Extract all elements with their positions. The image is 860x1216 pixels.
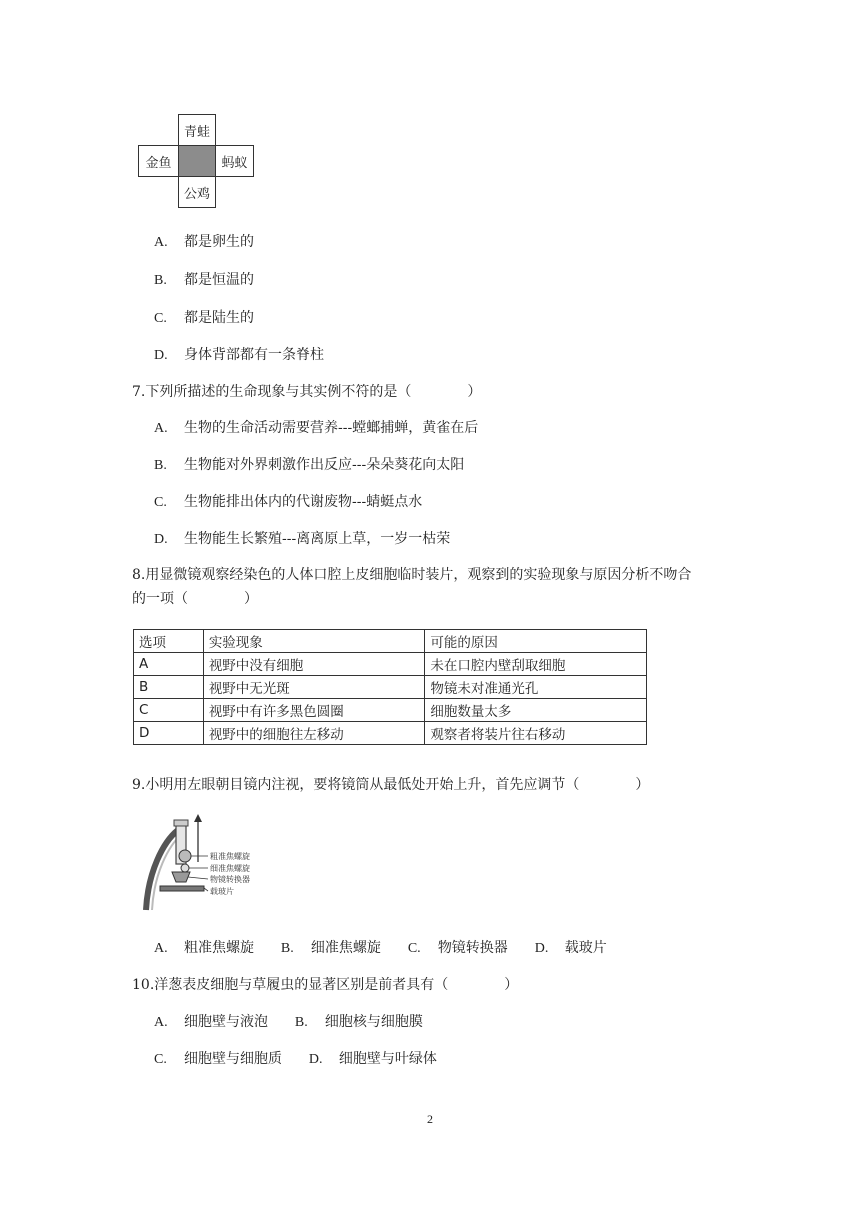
- option-letter: C.: [154, 1052, 167, 1067]
- table-cell: A: [134, 653, 204, 676]
- option-text: 都是卵生的: [184, 234, 254, 250]
- q10-stem: 10.洋葱表皮细胞与草履虫的显著区别是前者具有（ ）: [132, 977, 519, 993]
- option-text: 细胞壁与细胞质: [184, 1051, 282, 1067]
- q7-option-d: [154, 529, 450, 550]
- option-text: 都是陆生的: [184, 310, 254, 326]
- table-header-row: [134, 630, 647, 653]
- option-text: 粗准焦螺旋: [184, 940, 254, 956]
- fine-knob: [181, 864, 189, 872]
- table-header-cell: 可能的原因: [425, 630, 647, 653]
- q10-options-row1: [154, 1012, 423, 1033]
- cell-top-label: 青蛙: [183, 124, 210, 140]
- table-cell: B: [134, 676, 204, 699]
- option-letter: D.: [154, 348, 168, 363]
- cell-bottom-label: 公鸡: [183, 186, 210, 202]
- figure-label: 细准焦螺旋: [210, 864, 250, 873]
- microscope-eyepiece: [174, 820, 188, 826]
- table-row: [134, 722, 647, 745]
- option-letter: A.: [154, 941, 168, 956]
- option-letter: A.: [154, 235, 168, 250]
- option-letter: B.: [294, 1015, 308, 1030]
- figure-label: 粗准焦螺旋: [210, 852, 250, 861]
- table-cell: 物镜未对准通光孔: [425, 676, 647, 699]
- table-cell: 视野中无光斑: [203, 676, 425, 699]
- option-letter: A.: [154, 421, 168, 436]
- option-letter: C.: [154, 311, 167, 326]
- table-header-cell: 实验现象: [203, 630, 425, 653]
- page-number: 2: [427, 1112, 433, 1126]
- cell-left: [138, 145, 179, 177]
- q6-option-c: [154, 308, 254, 329]
- option-text: 载玻片: [564, 940, 607, 956]
- table-row: [134, 676, 647, 699]
- table-cell: 未在口腔内壁刮取细胞: [425, 653, 647, 676]
- nosepiece: [172, 872, 190, 882]
- option-letter: B.: [154, 273, 167, 288]
- q8-stem-line2: 的一项（ ）: [132, 591, 258, 607]
- table-cell: 视野中的细胞往左移动: [203, 722, 425, 745]
- up-arrow-icon: [194, 814, 202, 822]
- option-letter: D.: [154, 532, 168, 547]
- option-text: 生物的生命活动需要营养---螳螂捕蝉，黄雀在后: [184, 420, 479, 436]
- stage: [160, 886, 204, 891]
- cell-right: [215, 145, 254, 177]
- option-text: 生物能对外界刺激作出反应---朵朵葵花向太阳: [184, 457, 465, 473]
- animal-cross-diagram: [138, 114, 248, 208]
- option-text: 细胞壁与叶绿体: [338, 1051, 437, 1067]
- table-cell: D: [134, 722, 204, 745]
- q7-stem: 7.下列所描述的生命现象与其实例不符的是（ ）: [132, 384, 482, 400]
- coarse-knob: [179, 850, 191, 862]
- q7-option-a: [154, 418, 478, 439]
- option-letter: C.: [154, 495, 167, 510]
- q6-option-b: [154, 270, 254, 291]
- option-letter: D.: [534, 941, 549, 956]
- leader-line: [204, 888, 208, 891]
- cell-center-shaded: [178, 145, 216, 177]
- q8-stem-line1: 8.用显微镜观察经染色的人体口腔上皮细胞临时装片，观察到的实验现象与原因分析不吻合: [132, 567, 692, 583]
- q7-option-c: [154, 492, 422, 513]
- figure-label: 物镜转换器: [210, 875, 250, 884]
- option-text: 物镜转换器: [437, 940, 508, 956]
- option-text: 细准焦螺旋: [310, 940, 381, 956]
- cell-bottom: [178, 176, 216, 208]
- cell-right-label: 蚂蚁: [221, 155, 248, 171]
- option-text: 生物能生长繁殖---离离原上草，一岁一枯荣: [184, 531, 451, 547]
- cell-top: [178, 114, 216, 146]
- q10-options-row2: [154, 1049, 437, 1070]
- q6-option-a: [154, 232, 254, 253]
- microscope-figure: [138, 812, 278, 912]
- option-letter: A.: [154, 1015, 168, 1030]
- table-row: [134, 653, 647, 676]
- option-text: 都是恒温的: [184, 272, 254, 288]
- option-letter: B.: [154, 458, 167, 473]
- option-letter: C.: [407, 941, 421, 956]
- table-cell: 观察者将装片往右移动: [425, 722, 647, 745]
- option-text: 生物能排出体内的代谢废物---蜻蜓点水: [184, 494, 423, 510]
- leader-line: [188, 877, 208, 879]
- option-text: 细胞壁与液泡: [184, 1014, 268, 1030]
- table-cell: 视野中没有细胞: [203, 653, 425, 676]
- q9-stem: 9.小明用左眼朝目镜内注视，要将镜筒从最低处开始上升，首先应调节（ ）: [132, 777, 650, 793]
- cell-left-label: 金鱼: [145, 155, 172, 171]
- q7-option-b: [154, 455, 464, 476]
- option-text: 细胞核与细胞膜: [324, 1014, 423, 1030]
- table-cell: C: [134, 699, 204, 722]
- option-letter: B.: [280, 941, 294, 956]
- option-text: 身体背部都有一条脊柱: [184, 347, 324, 363]
- figure-label: 载玻片: [210, 887, 234, 896]
- q9-options-row: [154, 938, 607, 959]
- q8-table: [133, 629, 647, 745]
- table-header-cell: 选项: [134, 630, 204, 653]
- table-cell: 视野中有许多黑色圆圈: [203, 699, 425, 722]
- q6-option-d: [154, 345, 324, 366]
- table-row: [134, 699, 647, 722]
- option-letter: D.: [308, 1052, 323, 1067]
- table-cell: 细胞数量太多: [425, 699, 647, 722]
